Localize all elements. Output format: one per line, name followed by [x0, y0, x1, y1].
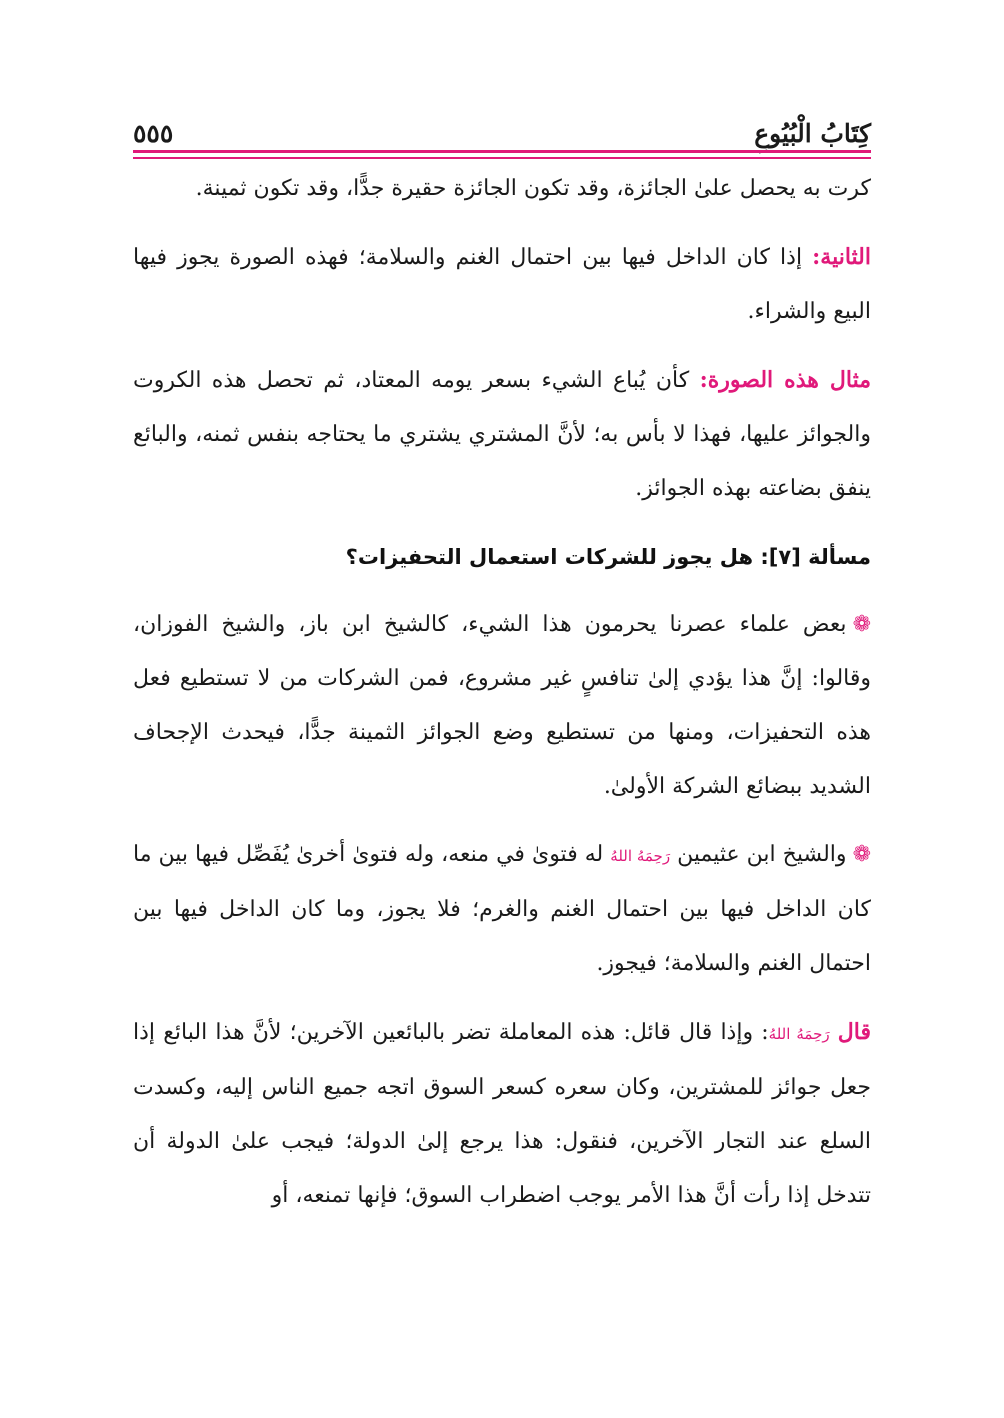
paragraph-example	[133, 353, 871, 516]
honorific-mark: رَحِمَهُ اللهُ	[768, 1025, 830, 1043]
paragraph-qala	[133, 1005, 871, 1223]
paragraph-scholars-prohibit	[133, 598, 871, 814]
flower-bullet-icon: ❁	[852, 612, 871, 637]
header-rule-thin	[133, 157, 871, 159]
ibn-uthaymeen-text-b: له فتوىٰ في منعه، وله فتوىٰ أخرىٰ يُفَصِّل فيها بين ما كان الداخل فيها بين احتمال الغنم والغرم؛ فلا يجوز، وما كان الداخل فيها بين احتمال الغنم والسلامة؛ فيجوز.	[133, 842, 871, 976]
scholars-prohibit-text: بعض علماء عصرنا يحرمون هذا الشيء، كالشيخ ابن باز، والشيخ الفوزان، وقالوا: إنَّ هذا يؤدي إلىٰ تنافسٍ غير مشروع، فمن الشركات من لا تستطيع فعل هذه التحفيزات، ومنها من تستطيع وضع الجوائز الثمينة جدًّا، فيحدث الإجحاف الشديد ببضائع الشركة الأولىٰ.	[133, 612, 871, 799]
header-rule-thick	[133, 150, 871, 153]
example-label: مثال هذه الصورة:	[699, 367, 871, 393]
second-case-label: الثانية:	[812, 244, 871, 270]
ibn-uthaymeen-text-a: والشيخ ابن عثيمين	[670, 842, 847, 867]
example-text: كأن يُباع الشيء بسعر يومه المعتاد، ثم تحصل هذه الكروت والجوائز عليها، فهذا لا بأس به؛ لأنَّ المشتري يشتري ما يحتاجه بنفس ثمنه، والبائع ينفق بضاعته بهذه الجوائز.	[133, 368, 871, 501]
paragraph-ibn-uthaymeen	[133, 828, 871, 991]
book-title: كِتَابُ الْبُيُوعِ	[754, 119, 871, 148]
paragraph-second-case	[133, 230, 871, 339]
flower-bullet-icon: ❁	[852, 842, 871, 867]
page-body	[133, 162, 871, 1237]
paragraph-continuation: كرت به يحصل علىٰ الجائزة، وقد تكون الجائزة حقيرة جدًّا، وقد تكون ثمينة.	[195, 176, 871, 201]
page-number: ٥٥٥	[133, 119, 174, 148]
qala-text: : وإذا قال قائل: هذه المعاملة تضر بالبائعين الآخرين؛ لأنَّ هذا البائع إذا جعل جوائز للمشترين، وكان سعره كسعر السوق اتجه جميع الناس إليه، وكسدت السلع عند التجار الآخرين، فنقول: هذا يرجع إلىٰ الدولة؛ فيجب علىٰ الدولة أن تتدخل إذا رأت أنَّ هذا الأمر يوجب اضطراب السوق؛ فإنها تمنعه، أو	[133, 1020, 871, 1208]
page-header	[133, 108, 871, 148]
qala-label: قال	[837, 1019, 871, 1045]
second-case-text: إذا كان الداخل فيها بين احتمال الغنم والسلامة؛ فهذه الصورة يجوز فيها البيع والشراء.	[133, 245, 871, 324]
question-heading: مسألة [٧]: هل يجوز للشركات استعمال التحفيزات؟	[345, 545, 871, 569]
honorific-mark: رَحِمَهُ اللهُ	[610, 847, 671, 865]
